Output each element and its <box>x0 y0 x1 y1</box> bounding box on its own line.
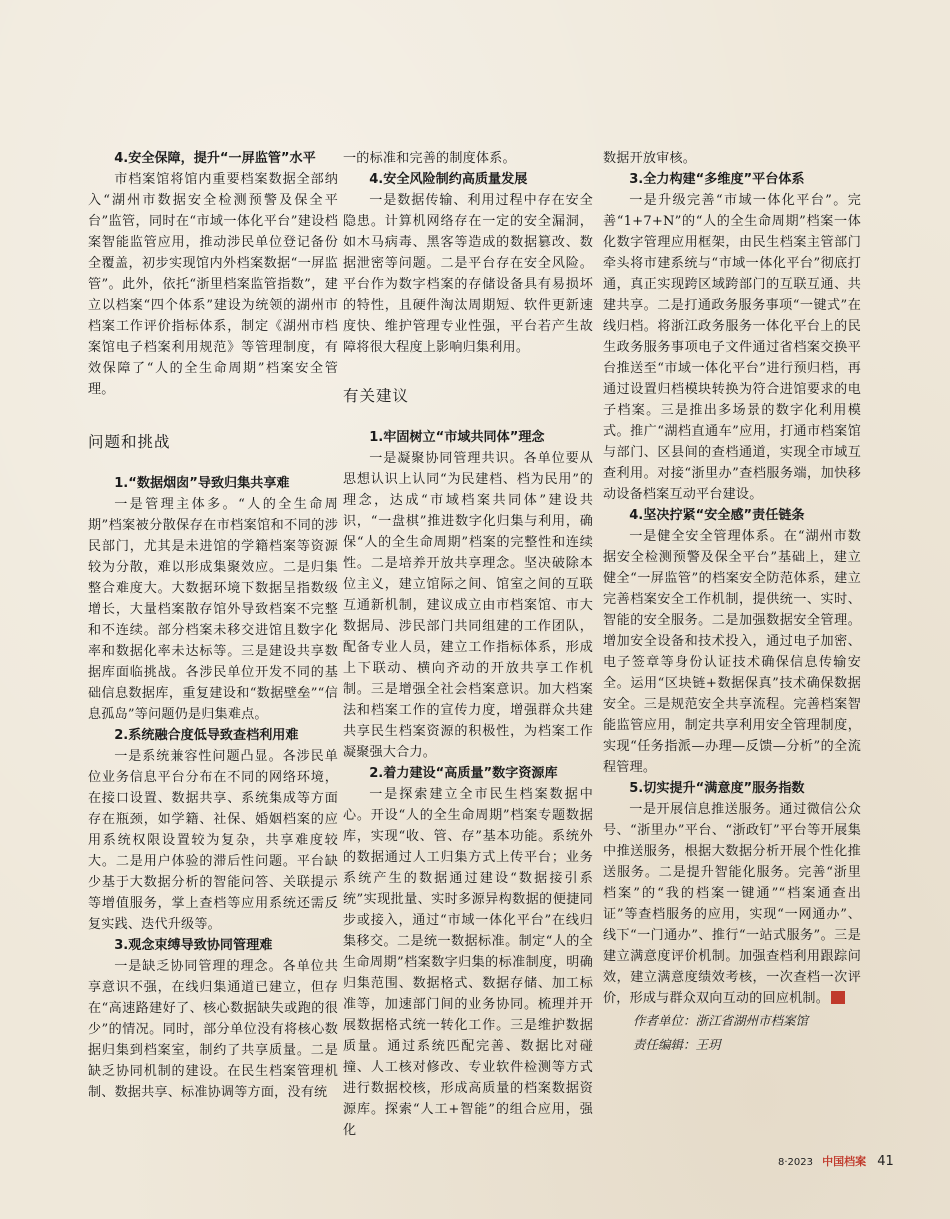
paragraph: 一是系统兼容性问题凸显。各涉民单位业务信息平台分布在不同的网络环境，在接口设置、数据共享、系统集成等方面存在瓶颈，如学籍、社保、婚姻档案的应用系统权限设置较为复杂，共享难度较大。二是用户体验的滞后性问题。平台缺少基于大数据分析的智能问答、关联提示等增值服务，掌上查档等应用系统还需反复实践、迭代升级等。 <box>88 749 338 932</box>
paragraph: 一是数据传输、利用过程中存在安全隐患。计算机网络存在一定的安全漏洞，如木马病毒、黑客等造成的数据篡改、数据泄密等问题。二是平台存在安全风险。平台作为数字档案的存储设备具有易损坏的特性，且硬件淘汰周期短、软件更新速度快、维护管理专业性强，平台若产生故障将很大程度上影响归集利用。 <box>343 193 593 355</box>
column-3 <box>603 148 861 1057</box>
paragraph: 一是探索建立全市民生档案数据中心。开设“人的全生命周期”档案专题数据库，实现“收、管、存”基本功能。系统外的数据通过人工归集方式上传平台；业务系统产生的数据通过建设“数据接引系统”实现批量、实时多源异构数据的便捷同步或接入，通过“市域一体化平台”在线归集移交。二是统一数据标准。制定“人的全生命周期”档案数字归集的标准制度，明确归集范围、数据格式、数据存储、加工标准等，加速部门间的业务协同。梳理并开展数据格式统一转化工作。三是维护数据质量。通过系统匹配完善、数据比对碰撞、人工核对修改、专业软件检测等方式进行数据校核，形成高质量的档案数据资源库。探索“人工+智能”的组合应用，强化 <box>343 787 593 1138</box>
paragraph: 一的标准和完善的制度体系。 <box>343 151 516 166</box>
page-footer <box>778 1150 894 1169</box>
page-number: 41 <box>877 1154 894 1169</box>
section-heading: 5.切实提升“满意度”服务指数 <box>629 781 805 796</box>
paragraph: 一是缺乏协同管理的理念。各单位共享意识不强，在线归集通道已建立，但存在“高速路建好了、核心数据缺失或跑的很少”的情况。同时，部分单位没有将核心数据归集到档案室，制约了共享质量。二是缺乏协同机制的建设。在民生档案管理机制、数据共享、标准协调等方面，没有统 <box>88 959 338 1100</box>
paragraph: 一是健全安全管理体系。在“湖州市数据安全检测预警及保全平台”基础上，建立健全“一屏监管”的档案安全防范体系，建立完善档案安全工作机制，提供统一、实时、智能的安全服务。二是加强数据安全管理。增加安全设备和技术投入，通过电子加密、电子签章等身份认证技术确保信息传输安全。运用“区块链+数据保真”技术确保数据安全。三是规范安全共享流程。完善档案智能监管应用，制定共享利用安全管理制度，实现“任务指派—办理—反馈—分析”的全流程管理。 <box>603 529 861 775</box>
paragraph: 一是管理主体多。“人的全生命周期”档案被分散保存在市档案馆和不同的涉民部门，尤其是未进馆的学籍档案等资源较为分散，难以形成集聚效应。二是归集整合难度大。大数据环境下数据呈指数级增长，大量档案散存馆外导致档案不完整和不连续。部分档案未移交进馆且数字化率和数据化率未达标等。三是建设共享数据库面临挑战。各涉民单位开发不同的基础信息数据库，重复建设和“数据壁垒”“信息孤岛”等问题仍是归集难点。 <box>88 497 338 722</box>
paragraph <box>603 799 861 1009</box>
section-heading: 3.全力构建“多维度”平台体系 <box>629 172 805 187</box>
paragraph-text: 一是开展信息推送服务。通过微信公众号、“浙里办”平台、“浙政钉”平台等开展集中推送服务，根据大数据分析开展个性化推送服务。二是提升智能化服务。完善“浙里档案”的“我的档案一键通”“档案通查出证”等查档服务的应用，实现“一网通办”、线下“一门通办”、推行“一站式服务”。三是建立满意度评价机制。加强查档利用跟踪问效，建立满意度绩效考核，一次查档一次评价，形成与群众双向互动的回应机制。 <box>603 802 861 1006</box>
editor: 责任编辑：王玥 <box>633 1037 721 1052</box>
end-mark-icon <box>831 991 845 1004</box>
issue-label: 8·2023 <box>778 1157 813 1168</box>
section-heading: 3.观念束缚导致协同管理难 <box>114 938 273 953</box>
section-title: 问题和挑战 <box>88 433 171 451</box>
section-heading: 4.安全风险制约高质量发展 <box>369 172 528 187</box>
paragraph: 一是凝聚协同管理共识。各单位要从思想认识上认同“为民建档、档为民用”的理念，达成“市域档案共同体”建设共识，“一盘棋”推进数字化归集与利用，确保“人的全生命周期”档案的完整性和连续性。二是培养开放共享理念。坚决破除本位主义，建立馆际之间、馆室之间的互联互通新机制，建议成立由市档案馆、市大数据局、涉民部门共同组建的工作团队，配备专业人员，建立工作指标体系，形成上下联动、横向齐动的开放共享工作机制。三是增强全社会档案意识。加大档案法和档案工作的宣传力度，增强群众共建共享民生档案资源的积极性，为档案工作凝聚强大合力。 <box>343 451 593 760</box>
section-heading: 2.着力建设“高质量”数字资源库 <box>369 766 558 781</box>
column-1 <box>88 148 338 1103</box>
paragraph: 数据开放审核。 <box>603 151 697 166</box>
section-title: 有关建议 <box>343 387 410 405</box>
paragraph: 市档案馆将馆内重要档案数据全部纳入“湖州市数据安全检测预警及保全平台”监管，同时在“市域一体化平台”建设档案智能监管应用，推动涉民单位登记备份全覆盖，初步实现馆内外档案数据“一屏监管”。此外，依托“浙里档案监管指数”，建立以档案“四个体系”建设为统领的湖州市档案工作评价指标体系，制定《湖州市档案馆电子档案利用规范》等管理制度，有效保障了“人的全生命周期”档案安全管理。 <box>88 172 338 397</box>
section-heading: 1.“数据烟囱”导致归集共享难 <box>114 476 290 491</box>
section-heading: 1.牢固树立“市域共同体”理念 <box>369 430 545 445</box>
paragraph: 一是升级完善“市域一体化平台”。完善“1+7+N”的“人的全生命周期”档案一体化数字管理应用框架，由民生档案主管部门牵头将市建系统与“市域一体化平台”彻底打通，真正实现跨区域跨部门的互联互通、共建共享。二是打通政务服务事项“一键式”在线归档。将浙江政务服务一体化平台上的民生政务服务事项电子文件通过省档案交换平台推送至“市域一体化平台”进行预归档，再通过设置归档模块转换为符合进馆要求的电子档案。三是推出多场景的数字化利用模式。推广“湖档直通车”应用，打通市档案馆与部门、区县间的查档通道，实现全市域互查利用。对接“浙里办”查档服务端，加快移动设备档案互动平台建设。 <box>603 193 861 502</box>
magazine-logo: 中国档案 <box>822 1155 867 1168</box>
column-2 <box>343 148 593 1141</box>
section-heading: 4.安全保障，提升“一屏监管”水平 <box>114 151 316 166</box>
section-heading: 4.坚决拧紧“安全感”责任链条 <box>629 508 805 523</box>
section-heading: 2.系统融合度低导致查档利用难 <box>114 728 299 743</box>
author-unit: 作者单位：浙江省湖州市档案馆 <box>633 1013 809 1028</box>
